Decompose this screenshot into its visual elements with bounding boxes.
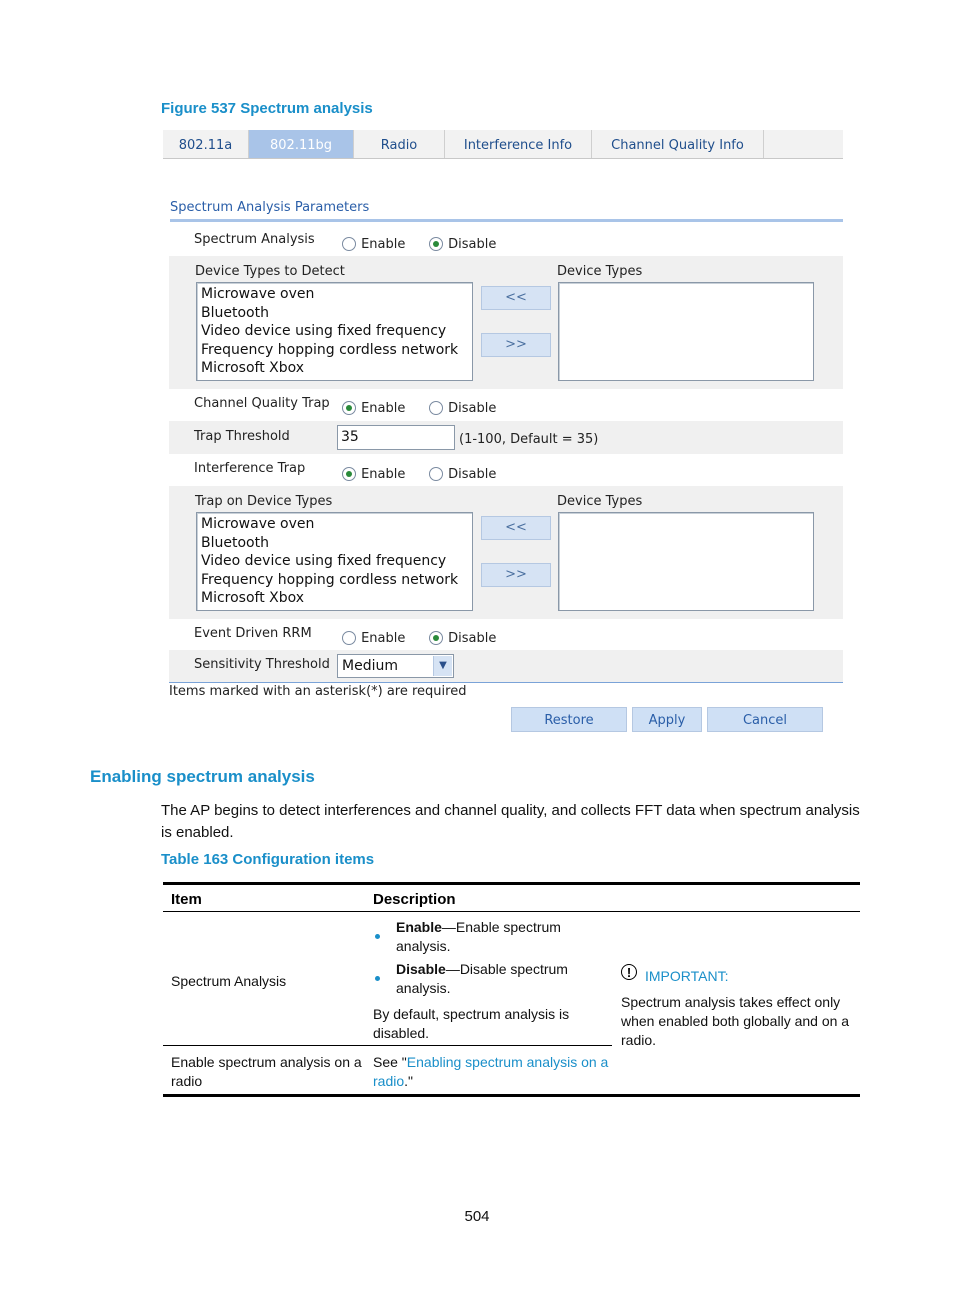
- apply-button[interactable]: Apply: [632, 707, 702, 732]
- detect-move-left-button[interactable]: <<: [481, 286, 551, 310]
- list-item[interactable]: Frequency hopping cordless network: [201, 571, 459, 588]
- sensitivity-threshold-select[interactable]: [337, 654, 454, 678]
- list-item[interactable]: Bluetooth: [201, 304, 269, 321]
- important-label: IMPORTANT:: [645, 968, 729, 984]
- required-note: Items marked with an asterisk(*) are required: [169, 684, 467, 699]
- radio-label: Disable: [448, 401, 497, 416]
- table-title: Table 163 Configuration items: [161, 851, 375, 868]
- detect-move-right-button[interactable]: >>: [481, 333, 551, 357]
- radio-label: Enable: [361, 467, 406, 482]
- tab-channel-quality-info[interactable]: Channel Quality Info: [592, 130, 764, 158]
- list-item[interactable]: Video device using fixed frequency: [201, 553, 447, 570]
- select-value: Medium: [342, 658, 398, 674]
- radio-label: Disable: [448, 467, 497, 482]
- radio-button[interactable]: [342, 401, 356, 415]
- tab-802-11bg[interactable]: 802.11bg: [249, 130, 354, 158]
- body-paragraph: The AP begins to detect interferences and channel quality, and collects FFT data when spectrum analysis is enabled.: [161, 802, 860, 841]
- table-header-item: Item: [171, 891, 202, 908]
- radio-button[interactable]: [342, 467, 356, 481]
- event-driven-rrm-label: Event Driven RRM: [194, 626, 312, 641]
- important-icon: !: [621, 962, 637, 981]
- radio-label: Disable: [448, 237, 497, 252]
- bullet-bold: Enable: [396, 919, 442, 935]
- trap-device-types-label: Trap on Device Types: [195, 494, 333, 509]
- trap-selected-list[interactable]: [558, 512, 814, 611]
- radio-button[interactable]: [342, 631, 356, 645]
- detect-selected-list[interactable]: [558, 282, 814, 381]
- list-item[interactable]: Microwave oven: [201, 286, 315, 302]
- radio-button[interactable]: [429, 401, 443, 415]
- tab-radio[interactable]: Radio: [354, 130, 445, 158]
- section-divider: [170, 219, 843, 222]
- tab-802-11a[interactable]: 802.11a: [163, 130, 249, 158]
- table-header-description: Description: [373, 891, 456, 908]
- page-number: 504: [464, 1208, 490, 1225]
- list-item[interactable]: Bluetooth: [201, 534, 269, 551]
- list-item[interactable]: Frequency hopping cordless network: [201, 341, 459, 358]
- section-heading: Enabling spectrum analysis: [90, 767, 315, 786]
- spectrum-analysis-disable-radio[interactable]: [429, 233, 496, 252]
- event-driven-rrm-enable-radio[interactable]: [342, 627, 405, 646]
- list-item[interactable]: Video device using fixed frequency: [201, 323, 447, 340]
- radio-button[interactable]: [429, 467, 443, 481]
- interference-trap-enable-radio[interactable]: [342, 463, 405, 482]
- chevron-down-icon[interactable]: ▼: [433, 656, 452, 676]
- detect-available-list[interactable]: [196, 282, 473, 381]
- radio-button[interactable]: [429, 237, 443, 251]
- bullet-text: —Disable spectrum analysis.: [396, 961, 568, 996]
- sensitivity-threshold-label: Sensitivity Threshold: [194, 657, 330, 672]
- restore-button[interactable]: Restore: [511, 707, 627, 732]
- channel-quality-trap-enable-radio[interactable]: [342, 397, 405, 416]
- table-cell-bullet: [396, 960, 586, 998]
- spectrum-analysis-label: Spectrum Analysis: [194, 232, 315, 247]
- important-text: Spectrum analysis takes effect only when enabled both globally and on a radio.: [621, 994, 850, 1048]
- tab-bar: [163, 130, 843, 159]
- event-driven-rrm-disable-radio[interactable]: [429, 627, 496, 646]
- list-item[interactable]: Microsoft Xbox: [201, 590, 305, 607]
- table-cell-item: Spectrum Analysis: [171, 973, 287, 989]
- channel-quality-trap-label: Channel Quality Trap: [194, 396, 330, 411]
- table-header-rule: [163, 911, 860, 912]
- trap-available-list[interactable]: [196, 512, 473, 611]
- spectrum-analysis-enable-radio[interactable]: [342, 233, 405, 252]
- trap-move-right-button[interactable]: >>: [481, 563, 551, 587]
- device-types-right-label: Device Types: [557, 264, 643, 279]
- bullet-icon: [375, 966, 380, 985]
- interference-trap-label: Interference Trap: [194, 461, 306, 476]
- bullet-text: —Enable spectrum analysis.: [396, 919, 561, 954]
- bullet-icon: [375, 924, 380, 943]
- figure-title: Figure 537 Spectrum analysis: [161, 100, 373, 117]
- trap-threshold-hint: (1-100, Default = 35): [459, 432, 599, 447]
- trap-device-types-right-label: Device Types: [557, 494, 643, 509]
- see-prefix: See ": [373, 1054, 407, 1070]
- table-row-rule: [163, 1045, 612, 1046]
- table-cell-see-also: [373, 1053, 613, 1091]
- table-cell-item: Enable spectrum analysis on a radio: [171, 1054, 362, 1089]
- table-bottom-rule: [163, 1094, 860, 1097]
- interference-trap-disable-radio[interactable]: [429, 463, 496, 482]
- see-suffix: .": [404, 1073, 413, 1089]
- see-link[interactable]: Enabling spectrum analysis on a radio: [373, 1054, 609, 1089]
- channel-quality-trap-disable-radio[interactable]: [429, 397, 496, 416]
- radio-button[interactable]: [429, 631, 443, 645]
- device-types-detect-label: Device Types to Detect: [195, 264, 345, 279]
- trap-threshold-label: Trap Threshold: [194, 429, 290, 444]
- table-top-rule: [163, 882, 860, 885]
- trap-threshold-input[interactable]: 35: [337, 425, 455, 450]
- list-item[interactable]: Microsoft Xbox: [201, 360, 305, 377]
- table-cell-default-note: By default, spectrum analysis is disabled.: [373, 1006, 570, 1041]
- tab-interference-info[interactable]: Interference Info: [445, 130, 592, 158]
- section-title: Spectrum Analysis Parameters: [170, 200, 370, 215]
- radio-button[interactable]: [342, 237, 356, 251]
- table-cell-bullet: [396, 918, 586, 956]
- trap-move-left-button[interactable]: <<: [481, 516, 551, 540]
- cancel-button[interactable]: Cancel: [707, 707, 823, 732]
- list-item[interactable]: Microwave oven: [201, 516, 315, 532]
- radio-label: Enable: [361, 237, 406, 252]
- bullet-bold: Disable: [396, 961, 446, 977]
- form-bottom-divider: [169, 682, 843, 683]
- radio-label: Disable: [448, 631, 497, 646]
- radio-label: Enable: [361, 631, 406, 646]
- radio-label: Enable: [361, 401, 406, 416]
